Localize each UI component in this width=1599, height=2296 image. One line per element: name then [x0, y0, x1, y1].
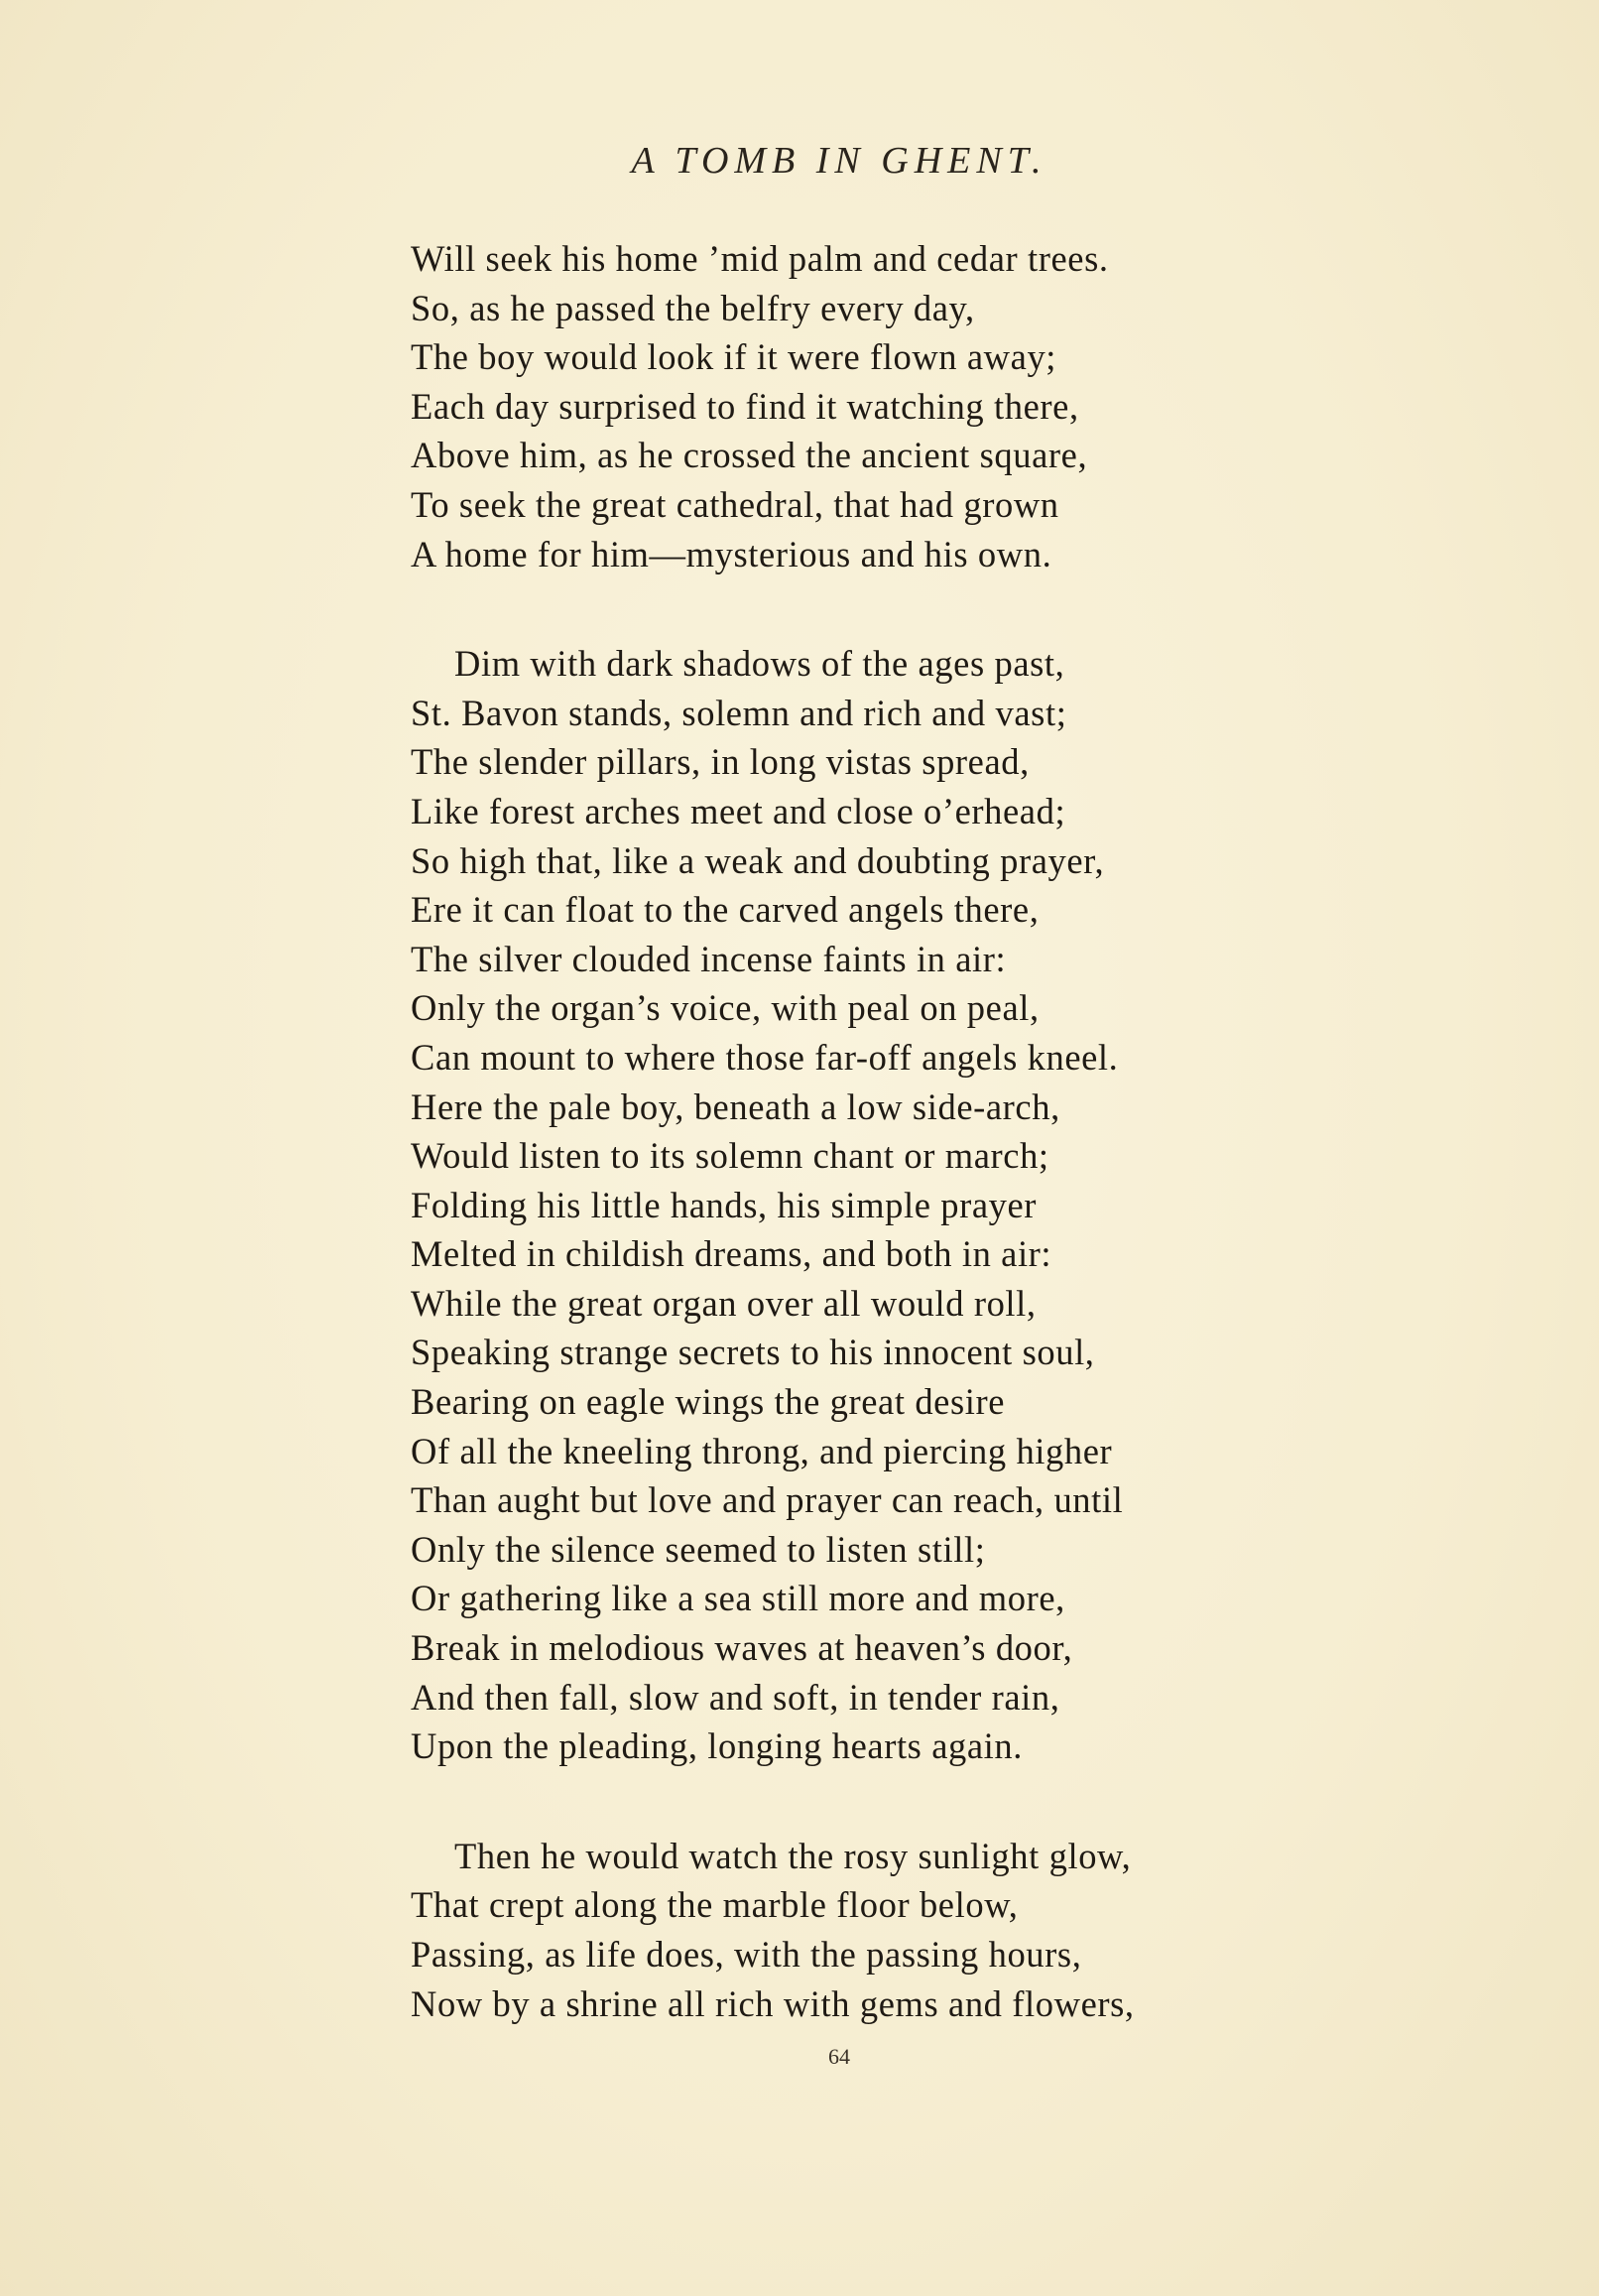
poem-line: That crept along the marble floor below, [411, 1884, 1019, 1926]
poem-line: Folding his little hands, his simple prayer [411, 1184, 1038, 1225]
stanza-break [411, 578, 1403, 639]
poem-line: Passing, as life does, with the passing hours, [411, 1934, 1082, 1975]
poem-line: To seek the great cathedral, that had grown [411, 483, 1059, 525]
poem-line: And then fall, slow and soft, in tender rain, [411, 1676, 1060, 1718]
poem-body [411, 234, 1403, 2028]
poem-line: Above him, as he crossed the ancient square, [411, 435, 1088, 476]
poem-line: Dim with dark shadows of the ages past, [454, 643, 1065, 685]
poem-line: Each day surprised to find it watching there, [411, 385, 1079, 427]
page-number: 64 [828, 2044, 850, 2069]
poem-line: So, as he passed the belfry every day, [411, 287, 975, 328]
poem-line: Ere it can float to the carved angels there, [411, 889, 1040, 931]
stanza-break [411, 1771, 1403, 1832]
poem-line: Only the silence seemed to listen still; [411, 1528, 986, 1570]
poem-line: Of all the kneeling throng, and piercing higher [411, 1430, 1113, 1471]
poem-line: The silver clouded incense faints in air: [411, 938, 1007, 979]
poem-line: Break in melodious waves at heaven’s door, [411, 1627, 1073, 1669]
poem-line: So high that, like a weak and doubting prayer, [411, 839, 1105, 881]
poem-line: Than aught but love and prayer can reach, until [411, 1479, 1124, 1521]
poem-line: Will seek his home ’mid palm and cedar trees. [411, 238, 1109, 279]
poem-line: Bearing on eagle wings the great desire [411, 1381, 1006, 1423]
poem-line: Upon the pleading, longing hearts again. [411, 1725, 1023, 1767]
stanza [411, 234, 1403, 578]
poem-line: While the great organ over all would roll, [411, 1282, 1037, 1324]
poem-line: Like forest arches meet and close o’erhead; [411, 790, 1066, 831]
poem-line: Or gathering like a sea still more and more, [411, 1578, 1065, 1619]
poem-line: Then he would watch the rosy sunlight glow, [454, 1835, 1132, 1876]
poem-line: Would listen to its solemn chant or march; [411, 1135, 1049, 1177]
poem-line: Here the pale boy, beneath a low side-arch, [411, 1085, 1060, 1127]
poem-line: The slender pillars, in long vistas spread, [411, 741, 1030, 783]
poem-line: St. Bavon stands, solemn and rich and vast; [411, 692, 1067, 733]
poem-line: Speaking strange secrets to his innocent soul, [411, 1332, 1095, 1373]
poem-line: Now by a shrine all rich with gems and flowers, [411, 1982, 1135, 2024]
poem-line: Melted in childish dreams, and both in air: [411, 1233, 1052, 1275]
poem-line: Only the organ’s voice, with peal on peal, [411, 987, 1040, 1029]
poem-line: A home for him—mysterious and his own. [411, 533, 1052, 574]
poem-line: Can mount to where those far-off angels kneel. [411, 1036, 1119, 1078]
stanza [411, 639, 1403, 1771]
poem-line: The boy would look if it were flown away; [411, 336, 1057, 378]
stanza [411, 1832, 1403, 2028]
running-head: A TOMB IN GHENT. [631, 140, 1047, 182]
